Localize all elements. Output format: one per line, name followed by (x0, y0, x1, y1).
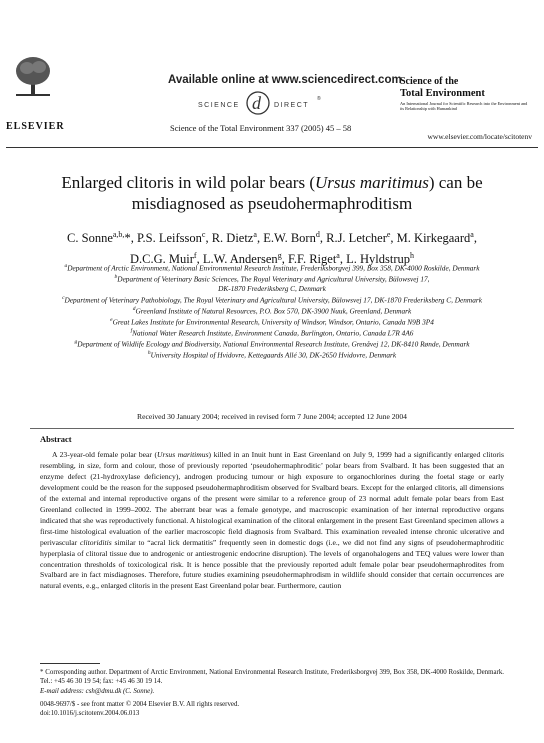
available-online-text[interactable]: Available online at www.sciencedirect.com (168, 74, 402, 86)
author-affiliation-marker: e (386, 230, 391, 239)
journal-name-line1: Science of the (400, 76, 459, 87)
author-name: , R.J. Letcher (319, 231, 387, 246)
corresponding-author-text: * Corresponding author. Department of Arctic Environment, National Environmental Research Institute, Frederiksborgvej 399, Box 358, DK-4000 Roskilde, Denmark. Tel.: +45 46 30 19 54; fax: +45 46 30 19 14. (40, 669, 504, 686)
email-address[interactable]: E-mail address: csh@dmu.dk (C. Sonne). (40, 687, 155, 695)
affiliation-text: DK-1870 Frederiksberg C, Denmark (218, 284, 326, 294)
affiliation-line (6, 294, 538, 305)
affiliation-line (6, 338, 538, 349)
author-affiliation-marker: a,b, (112, 230, 125, 239)
author-affiliation-marker: f (193, 251, 197, 261)
affiliation-line (6, 327, 538, 338)
author-affiliation-marker: h (410, 251, 414, 261)
affiliation-marker: f (130, 327, 133, 334)
authors-line1 (20, 226, 524, 247)
svg-text:d: d (252, 93, 261, 113)
author-affiliation-marker: d (315, 230, 320, 239)
affiliation-line (6, 316, 538, 327)
article-title (20, 172, 524, 214)
affiliations-list (6, 262, 538, 360)
author-name: , R. Dietz (205, 231, 254, 246)
affiliation-marker: a (64, 263, 68, 269)
author-affiliation-marker: c (201, 230, 206, 239)
author-name: , F.F. Riget (281, 252, 337, 267)
affiliation-text: Department of Veterinary Basic Sciences, The Royal Veterinary and Agricultural University, Bülowsvej 17, (117, 274, 430, 284)
publisher-name: ELSEVIER (6, 121, 65, 132)
affiliation-marker: e (110, 316, 113, 323)
abstract-heading: Abstract (40, 434, 72, 444)
affiliation-text: Department of Arctic Environment, National Environmental Research Institute, Frederiksborgvej 399, Box 358, DK-4000 Roskilde, Denmark (67, 263, 480, 273)
svg-text:DIRECT: DIRECT (274, 102, 310, 109)
affiliation-line (6, 349, 538, 360)
affiliation-line (6, 284, 538, 294)
affiliation-text: Great Lakes Institute for Environmental Research, University of Windsor, Windsor, Ontario, Canada N9B 3P4 (112, 317, 434, 327)
journal-url[interactable]: www.elsevier.com/locate/scitotenv (427, 132, 532, 141)
journal-description: An International Journal for Scientific Research into the Environment and its Relationship with Humankind (400, 101, 528, 111)
corresponding-author-footnote (40, 668, 504, 696)
document-identifiers (40, 700, 239, 719)
svg-text:SCIENCE: SCIENCE (198, 102, 240, 109)
journal-name-line2: Total Environment (400, 88, 485, 99)
title-part1: Enlarged clitoris in wild polar bears ( (61, 173, 315, 192)
author-name: D.C.G. Muir (129, 252, 194, 267)
affiliation-text: Department of Wildlife Ecology and Biodiversity, National Environmental Research Institute, Grenåvej 12, DK-8410 Rønde, Denmark (77, 339, 470, 349)
author-affiliation-marker: a (253, 230, 257, 239)
author-affiliation-marker: g (277, 251, 282, 261)
received-dates: Received 30 January 2004; received in revised form 7 June 2004; accepted 12 June 2004 (137, 412, 407, 421)
affiliation-marker: d (132, 305, 136, 312)
author-affiliation-marker: a (470, 230, 474, 239)
abstract-italic-term: Ursus maritimus (157, 450, 209, 459)
affiliation-text: University Hospital of Hvidovre, Kettegaards Allé 30, DK-2650 Hvidovre, Denmark (150, 350, 397, 360)
sciencedirect-logo (196, 90, 346, 116)
affiliation-text: Greenland Institute of Natural Resources, P.O. Box 570, DK-3900 Nuuk, Greenland, Denmark (135, 306, 412, 316)
affiliation-line (6, 305, 538, 316)
affiliation-text: Department of Veterinary Pathobiology, The Royal Veterinary and Agricultural University, Bülowsvej 17, DK-1870 Frederiksberg C, Denmark (64, 295, 482, 305)
journal-citation: Science of the Total Environment 337 (2005) 45 – 58 (170, 123, 352, 133)
affiliation-marker: g (74, 338, 78, 345)
author-name: , E.W. Born (256, 231, 316, 246)
affiliation-line (6, 273, 538, 284)
abstract-body: A 23-year-old female polar bear (Ursus maritimus) killed in an Inuit hunt in East Greenland on July 9, 1999 had a significantly enlarged clitoris resembling, in size, form and colour, those of previously reported ‘pseudohermaphroditic’ polar bears from Svalbard. It has been suggested that an enzyme defect (21-hydroxylase deficiency), androgen producing tumour or high exposure to organochlorines during the foetal stage or early development could be the reason for the supposed pseudohermaphroditism observed for Svalbard bears. Except for the enlarged clitoris, all dimensions of the external and internal reproductive organs of the present were similar to a reference group of 23 normal adult female polar bears from East Greenland collected in 1999–2002. The aberrant bear was a female genotype, and macroscopic examination of her internal reproductive organs indicated that she was reproductively functional. A histological examination of the clitoral enlargement in the present East Greenland specimen allows a first-time histological evaluation of the earlier macroscopic field diagnosis from Svalbard. This examination revealed intense chronic ulcerative and perivascular clitoriditis similar to “acral lick dermatitis” frequently seen in domestic dogs (i.e., we did not find any signs of pseudohermaphroditic hyperplasia of clitoral tissue due to androgenic or antiestrogenic endocrine disruption). The levels of organohalogens and TEQ values were lower than concentration thresholds of toxicological risk. It is hence possible that the previously reported adult female polar bear pseudohermaphrodites from Svalbard are in fact misdiagnoses. Therefore, future studies examining pseudohermaphrodism in wildlife should consider that certain occurrences are natural events, e.g., enlarged clitoris in the present East Greenland polar bear. Furthermore, caution (40, 450, 504, 591)
author-name: , L.W. Andersen (196, 252, 278, 267)
affiliation-marker: b (114, 274, 118, 281)
footnote-divider (40, 663, 100, 664)
author-name: , L. Hyldstrup (339, 252, 410, 267)
affiliation-marker: h (147, 349, 151, 356)
author-name: C. Sonne (67, 231, 113, 246)
author-affiliation-marker: a (336, 251, 340, 261)
title-line2: misdiagnosed as pseudohermaphroditism (131, 194, 413, 213)
doi[interactable]: doi:10.1016/j.scitotenv.2004.06.013 (40, 710, 140, 718)
affiliation-line (6, 262, 538, 273)
header-divider (6, 147, 538, 148)
issn-copyright: 0048-9697/$ - see front matter © 2004 Elsevier B.V. All rights reserved. (40, 701, 240, 708)
title-species: Ursus maritimus (315, 173, 429, 192)
svg-text:®: ® (317, 96, 321, 102)
author-name: , (473, 231, 477, 246)
author-name: , M. Kirkegaard (390, 231, 471, 246)
affiliation-text: National Water Research Institute, Environment Canada, Burlington, Ontario, Canada L7R 4A6 (132, 328, 414, 338)
affiliation-marker: c (62, 294, 65, 301)
section-divider (30, 428, 514, 429)
title-part2: ) can be (428, 173, 483, 192)
author-name: *, P.S. Leifsson (124, 231, 202, 246)
journal-title-block (400, 76, 528, 111)
abstract-italic-term: clitoriditis (80, 537, 112, 547)
elsevier-tree-logo (10, 54, 56, 100)
